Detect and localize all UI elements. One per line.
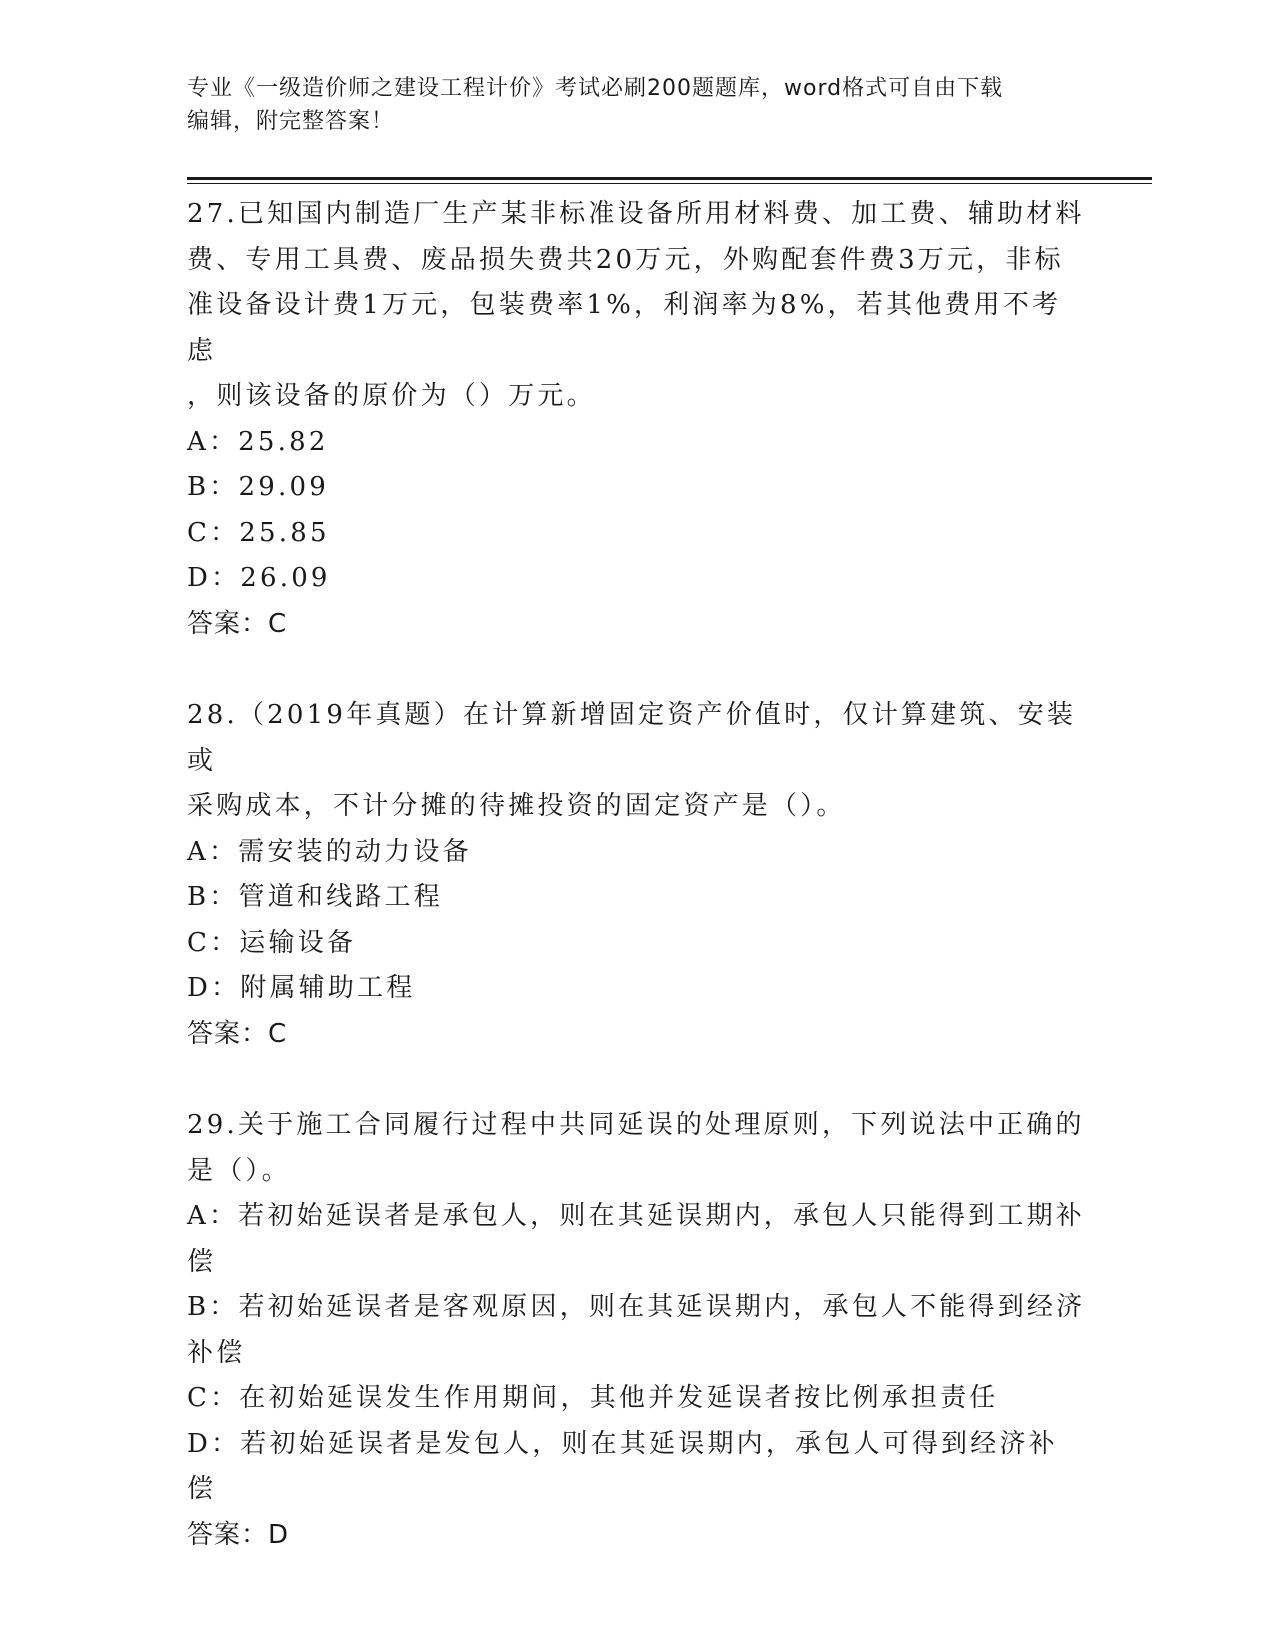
header-divider-thin	[187, 183, 1152, 184]
question-29	[187, 1103, 1087, 1558]
header-divider-thick	[187, 177, 1152, 180]
option-line: A：若初始延误者是承包人，则在其延误期内，承包人只能得到工期补	[187, 1201, 1085, 1231]
option-line: B：若初始延误者是客观原因，则在其延误期内，承包人不能得到经济	[187, 1292, 1086, 1322]
option-line: 补偿	[187, 1337, 246, 1368]
question-stem	[187, 192, 1087, 420]
answer-label: 答案：C	[187, 1018, 288, 1049]
stem-line: 29.关于施工合同履行过程中共同延误的处理原则，下列说法中正确的	[187, 1110, 1085, 1140]
option-a: A：需安装的动力设备	[187, 836, 472, 867]
page-header	[187, 72, 1067, 138]
option-b	[187, 1285, 1087, 1376]
question-stem	[187, 693, 1087, 830]
option-b: B：29.09	[187, 472, 329, 502]
stem-line: 28.（2019年真题）在计算新增固定资产价值时，仅计算建筑、安装或	[187, 700, 1077, 776]
header-line-2: 编辑，附完整答案！	[187, 109, 395, 134]
option-list	[187, 420, 1087, 602]
option-d: D：附属辅助工程	[187, 973, 416, 1003]
option-a	[187, 1194, 1087, 1285]
option-list	[187, 830, 1087, 1012]
option-c: C：在初始延误发生作用期间，其他并发延误者按比例承担责任	[187, 1383, 999, 1413]
question-28	[187, 693, 1087, 1057]
stem-line: ，则该设备的原价为（）万元。	[187, 381, 596, 411]
answer-label: 答案：D	[187, 1519, 290, 1550]
option-b: B：管道和线路工程	[187, 882, 443, 912]
question-stem	[187, 1103, 1087, 1194]
option-a: A：25.82	[187, 426, 329, 457]
option-d: D：26.09	[187, 563, 331, 593]
stem-line: 准设备设计费1万元，包装费率1%，利润率为8%，若其他费用不考虑	[187, 290, 1062, 366]
stem-line: 是（）。	[187, 1155, 291, 1186]
option-list	[187, 1194, 1087, 1513]
question-list	[187, 192, 1087, 1604]
option-line: 偿	[187, 1246, 217, 1277]
stem-line: 27.已知国内制造厂生产某非标准设备所用材料费、加工费、辅助材料	[187, 199, 1085, 229]
option-c: C：25.85	[187, 517, 330, 548]
header-line-1: 专业《一级造价师之建设工程计价》考试必刷200题题库，word格式可自由下载	[187, 76, 1004, 101]
stem-line: 采购成本，不计分摊的待摊投资的固定资产是（）。	[187, 791, 846, 821]
option-c: C：运输设备	[187, 927, 357, 958]
stem-line: 费、专用工具费、废品损失费共20万元，外购配套件费3万元，非标	[187, 244, 1064, 275]
question-27	[187, 192, 1087, 647]
option-d: D：若初始延误者是发包人，则在其延误期内，承包人可得到经济补偿	[187, 1428, 1058, 1504]
answer-label: 答案：C	[187, 608, 288, 639]
